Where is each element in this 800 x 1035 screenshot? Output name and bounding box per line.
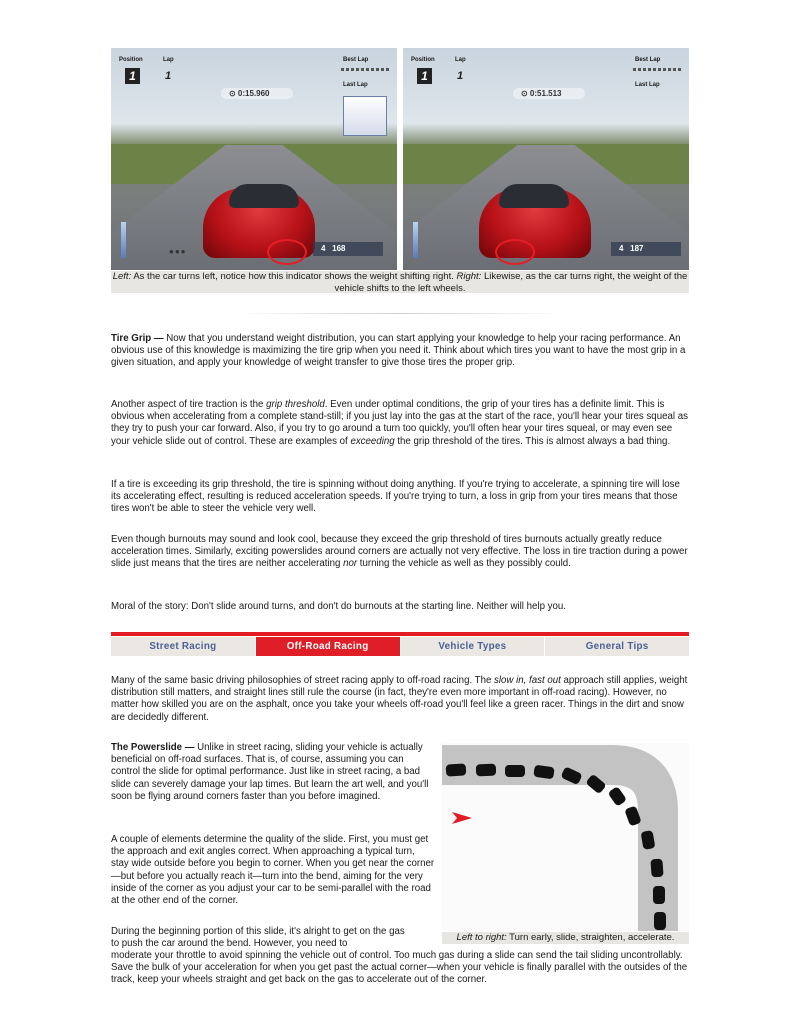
tire-grip-paragraph-2: [111, 399, 689, 448]
last-lap-label: Last Lap: [343, 82, 368, 88]
lap-value: 1: [165, 70, 172, 82]
gear-speed-panel: [313, 242, 383, 256]
tire-grip-text-1: Now that you understand weight distribution, you can start applying your knowledge to help your racing performance. An obvious use of this knowledge is maximizing the tire grip when you need it. Think about which tires you want to have the most grip in a given situation, and apply your knowledge of weight transfer to give those tires the proper grip.: [111, 333, 686, 369]
p2-em-grip-threshold: grip threshold: [266, 399, 325, 410]
diagram-caption-prefix: Left to right:: [456, 932, 507, 943]
tire-grip-moral: Moral of the story: Don't slide around turns, and don't do burnouts at the starting line. Neither will help you.: [111, 601, 566, 612]
speed-value: 187: [630, 244, 644, 253]
best-lap-label: Best Lap: [343, 57, 369, 63]
position-label: Position: [411, 57, 435, 63]
screenshot-left: [111, 48, 397, 270]
trackside-sign: [343, 96, 387, 136]
best-lap-value: [633, 68, 683, 71]
gear-value: 4: [321, 244, 326, 253]
indicator-lamps: ●●●: [169, 247, 187, 256]
section-tabs: [111, 637, 689, 656]
p2-text-b: . Even under optimal conditions, the grip of your tires has a definite limit. This is obvious when accelerating from a complete stand-still; if you just lay into the gas at the start of the race, you'll hear your tires squeal as they try to push your car forward. Also, if you try to go around a turn too quickly, you'll often hear your tires squeal, or may even see your vehicle slide out of control. These are examples of: [111, 399, 688, 447]
section-divider: [230, 313, 570, 314]
speed-value: 168: [332, 244, 346, 253]
tab-general-tips[interactable]: General Tips: [545, 637, 689, 656]
p2-em-exceeding: exceeding: [350, 435, 395, 447]
gear-speed-panel: [611, 242, 681, 256]
powerslide-heading: The Powerslide —: [111, 742, 195, 753]
powerslide-paragraph-3b: moderate your throttle to avoid spinning the vehicle out of control. Too much gas during a slide can send the tail sliding uncontrollably. Save the bulk of your acceleration for when you get past the actual corner—when your vehicle is finally parallel with the outsides of the track, keep your wheels straight and get back on the gas to accelerate out of the corner.: [111, 950, 688, 986]
p2-text-a: Another aspect of tire traction is the: [111, 399, 267, 410]
position-label: Position: [119, 57, 143, 63]
tire-grip-paragraph-4: [111, 534, 689, 571]
caption-right-prefix: Right:: [456, 271, 482, 282]
tachometer-gauge: [413, 222, 418, 258]
best-lap-label: Best Lap: [635, 57, 661, 63]
car-windshield: [229, 184, 299, 208]
lap-value: 1: [457, 70, 464, 82]
p4-em-nor: nor: [343, 558, 358, 570]
powerslide-diagram: [442, 743, 689, 931]
tab-off-road-racing[interactable]: Off-Road Racing: [256, 637, 401, 656]
caption-left-text: As the car turns left, notice how this indicator shows the weight shifting right.: [131, 271, 457, 282]
car-windshield: [499, 184, 569, 208]
weight-indicator-highlight: [267, 239, 307, 265]
tire-grip-paragraph-3: If a tire is exceeding its grip threshold, the tire is spinning without doing anything. If you're trying to accelerate, a spinning tire will lose its accelerating effect, resulting is reduced acceleration speeds. If you're trying to turn, a loss in grip from your tires means that those tires won't be able to steer the vehicle very well.: [111, 479, 680, 515]
position-value: 1: [417, 68, 432, 84]
direction-arrow-icon: [452, 812, 472, 824]
caption-right-text: Likewise, as the car turns right, the weight of the vehicle shifts to the left wheels.: [334, 271, 688, 294]
tab-vehicle-types[interactable]: Vehicle Types: [401, 637, 546, 656]
powerslide-paragraph-3a: During the beginning portion of this slide, it's alright to get on the gas to push the car around the bend. However, you need to: [111, 926, 405, 950]
race-time: ⊙ 0:51.513: [521, 89, 562, 98]
tab-bar-accent-line: [111, 632, 689, 636]
position-value: 1: [125, 68, 140, 84]
caption-left-prefix: Left:: [112, 271, 132, 282]
gear-value: 4: [619, 244, 624, 253]
p4-text-a: Even though burnouts may sound and look cool, because they exceed the grip threshold of tires burnouts actually greatly reduce acceleration times. Similarly, exciting powerslides around corners are actually not very effective. The loss in tire traction during a power slide just means that the tires are neither accelerating: [111, 534, 688, 570]
tire-grip-heading: Tire Grip —: [111, 333, 164, 344]
screenshot-right: [403, 48, 689, 270]
weight-indicator-highlight: [495, 239, 535, 265]
best-lap-value: [341, 68, 391, 71]
lap-label: Lap: [163, 57, 174, 63]
tab-street-racing[interactable]: Street Racing: [111, 637, 256, 656]
lap-label: Lap: [455, 57, 466, 63]
last-lap-label: Last Lap: [635, 82, 660, 88]
offroad-intro: [111, 675, 689, 724]
tachometer-gauge: [121, 222, 126, 258]
intro-em: slow in, fast out: [494, 675, 561, 686]
intro-text-a: Many of the same basic driving philosophies of street racing apply to off-road racing. The: [111, 675, 495, 686]
tire-grip-paragraph-1: [111, 333, 689, 370]
screenshot-caption: [111, 271, 689, 293]
track-path: [442, 765, 658, 931]
race-time: ⊙ 0:15.960: [229, 89, 270, 98]
intro-text-b: approach still applies, weight distribution still matters, and straight lines still rule the course (in fact, they're even more important in off-road racing). However, no matter how skilled you are on the asphalt, once you take your wheels off-road you'll feel like a green racer. Things in the dirt and snow are decidedly different.: [111, 675, 688, 723]
p4-text-b: turning the vehicle as well as they possibly could.: [357, 558, 571, 570]
track-diagram-svg: [442, 743, 689, 931]
powerslide-paragraph-2: A couple of elements determine the quality of the slide. First, you must get the approach and exit angles correct. When approaching a typical turn, stay wide outside before you begin to corner. When you get near the corner—but before you actually reach it—turn into the bend, aiming for the very inside of the corner as you adjust your car to be semi-parallel with the road at the other end of the corner.: [111, 834, 435, 907]
diagram-caption: [442, 932, 689, 944]
powerslide-paragraph-1: [111, 742, 435, 803]
diagram-caption-text: Turn early, slide, straighten, accelerate.: [506, 932, 675, 943]
powerslide-text-1: Unlike in street racing, sliding your vehicle is actually beneficial on off-road surfaces. That is, of course, assuming you can control the slide for optimal performance. Just like in street racing, a bad slide can severely damage your lap times. But learn the art well, and you'll soon be flying around corners faster than you before imagined.: [111, 742, 429, 802]
p2-text-c: the grip threshold of the tires. This is almost always a bad thing.: [394, 435, 671, 447]
